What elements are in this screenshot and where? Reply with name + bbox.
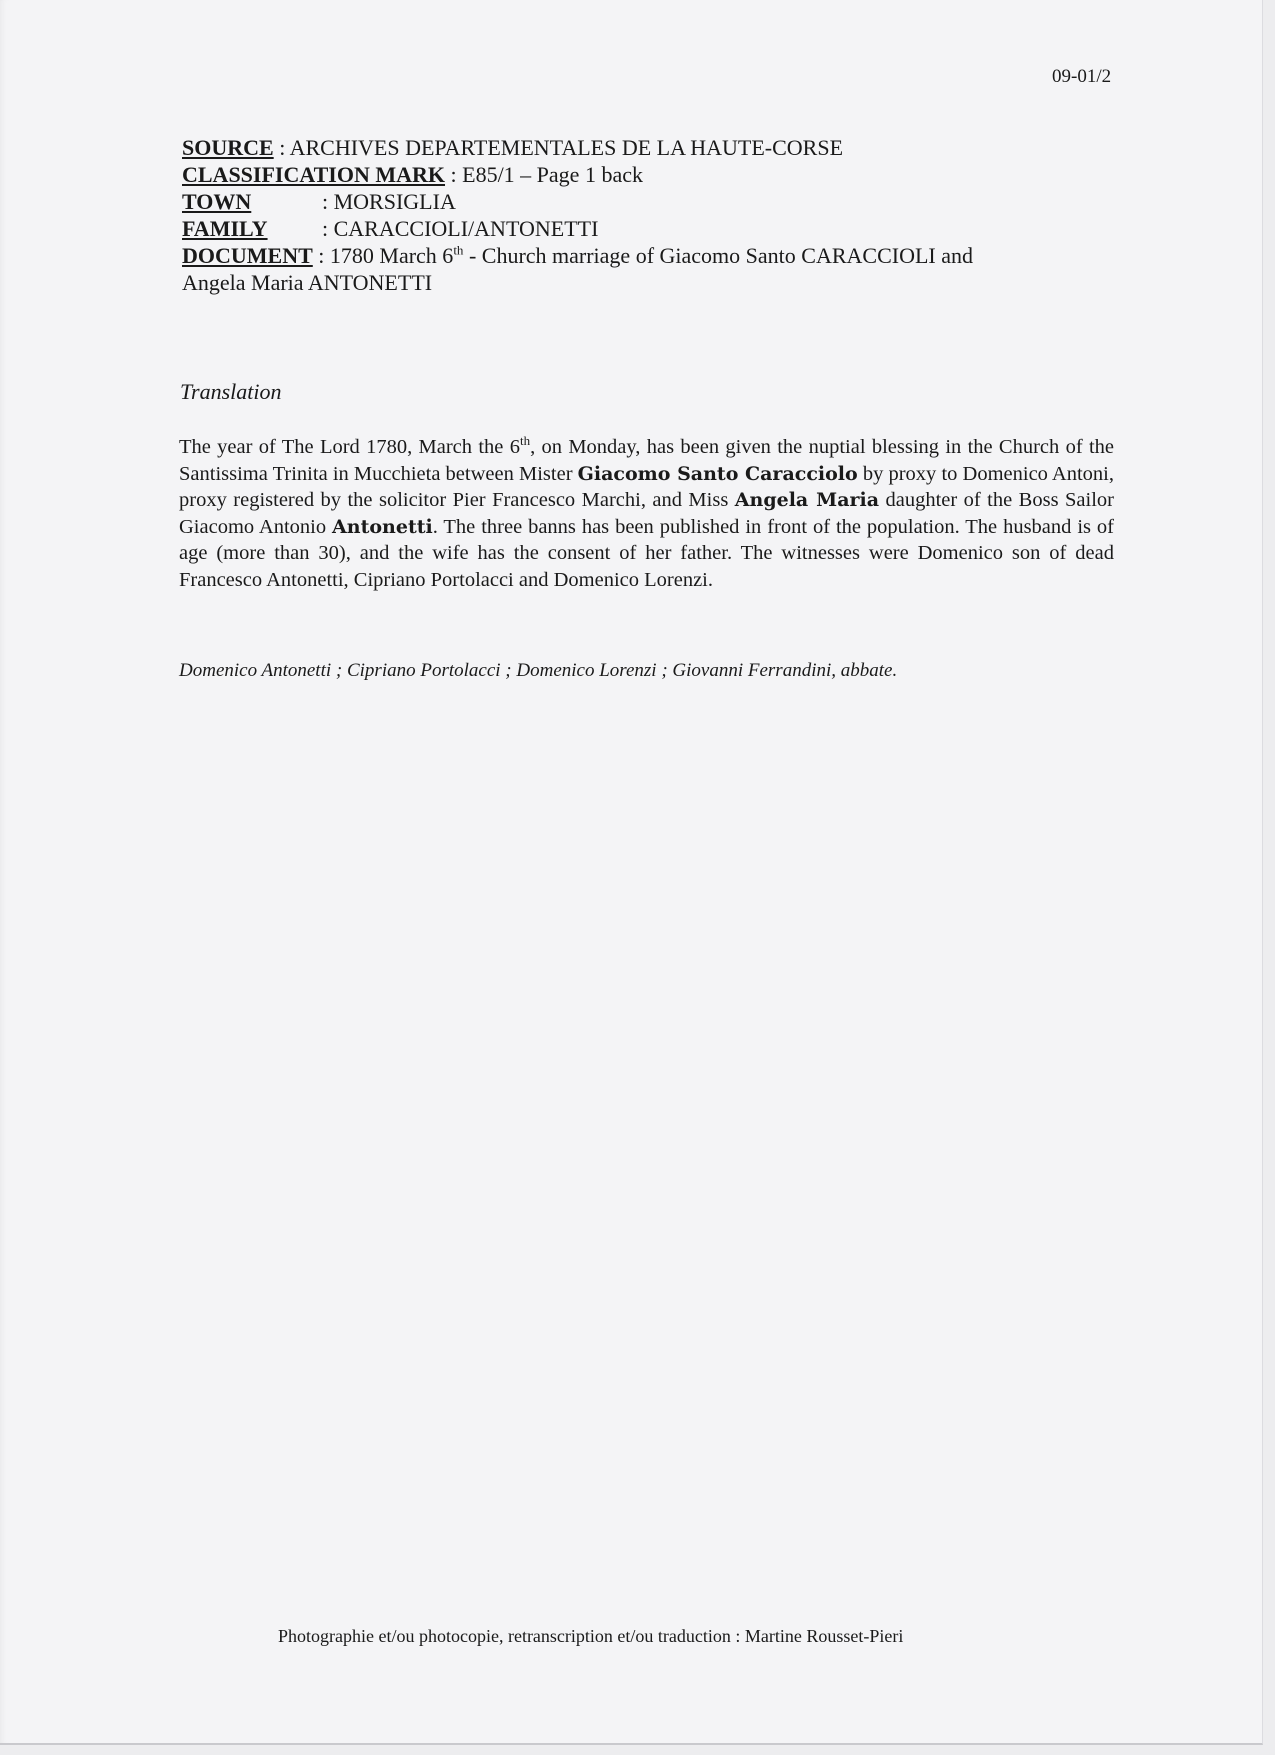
document-value-post: - Church marriage of Giacomo Santo CARACCIOLI and: [463, 243, 973, 268]
bride-name: Angela Maria: [734, 489, 880, 511]
document-line: [182, 242, 1102, 269]
classification-label: CLASSIFICATION MARK: [182, 162, 446, 187]
family-value: : CARACCIOLI/ANTONETTI: [322, 216, 599, 241]
family-label: FAMILY: [182, 216, 268, 241]
document-value-line2: Angela Maria ANTONETTI: [182, 270, 433, 295]
page-reference: 09-01/2: [1052, 66, 1112, 87]
source-line: [182, 134, 1102, 161]
document-value-pre: : 1780 March 6: [318, 243, 454, 268]
town-label: TOWN: [182, 189, 252, 214]
town-line: [182, 188, 1102, 215]
family-line: [182, 215, 1102, 242]
body-text-4: daughter of the Boss Sailor Giacomo Antonio: [179, 489, 1114, 538]
signatures: Domenico Antonetti ; Cipriano Portolacci ; Domenico Lorenzi ; Giovanni Ferrandini, abbate.: [179, 660, 898, 681]
body-text-2: , on Monday, has been given the nuptial blessing in the Church of the Santissima Trinita in Mucchieta between Mister: [179, 436, 1115, 485]
document-header: [182, 134, 1102, 296]
body-sup-1: th: [519, 433, 531, 449]
town-value: : MORSIGLIA: [322, 189, 456, 214]
source-label: SOURCE: [182, 135, 274, 160]
footer-credit: Photographie et/ou photocopie, retranscription et/ou traduction : Martine Rousset-Pieri: [278, 1626, 904, 1646]
document-line-2: [182, 269, 1102, 296]
body-text-3: by proxy to Domenico Antoni, proxy registered by the solicitor Pier Francesco Marchi, and Miss: [179, 462, 1115, 511]
document-value-sup: th: [453, 242, 464, 258]
body-text-5: . The three banns has been published in front of the population. The husband is of age (more than 30), and the wife has the consent of her father. The witnesses were Domenico son of dead Francesco Antonetti, Cipriano Portolacci and Domenico Lorenzi.: [179, 515, 1114, 591]
classification-line: [182, 161, 1102, 188]
document-label: DOCUMENT: [182, 243, 313, 268]
translation-paragraph: [179, 434, 1114, 593]
groom-name: Giacomo Santo Caracciolo: [577, 462, 858, 485]
bride-family-name: Antonetti: [332, 515, 433, 538]
classification-value: : E85/1 – Page 1 back: [450, 162, 643, 187]
source-value: : ARCHIVES DEPARTEMENTALES DE LA HAUTE-CORSE: [279, 135, 844, 160]
translation-heading: Translation: [180, 379, 282, 404]
body-text-1: The year of The Lord 1780, March the 6: [179, 436, 520, 458]
